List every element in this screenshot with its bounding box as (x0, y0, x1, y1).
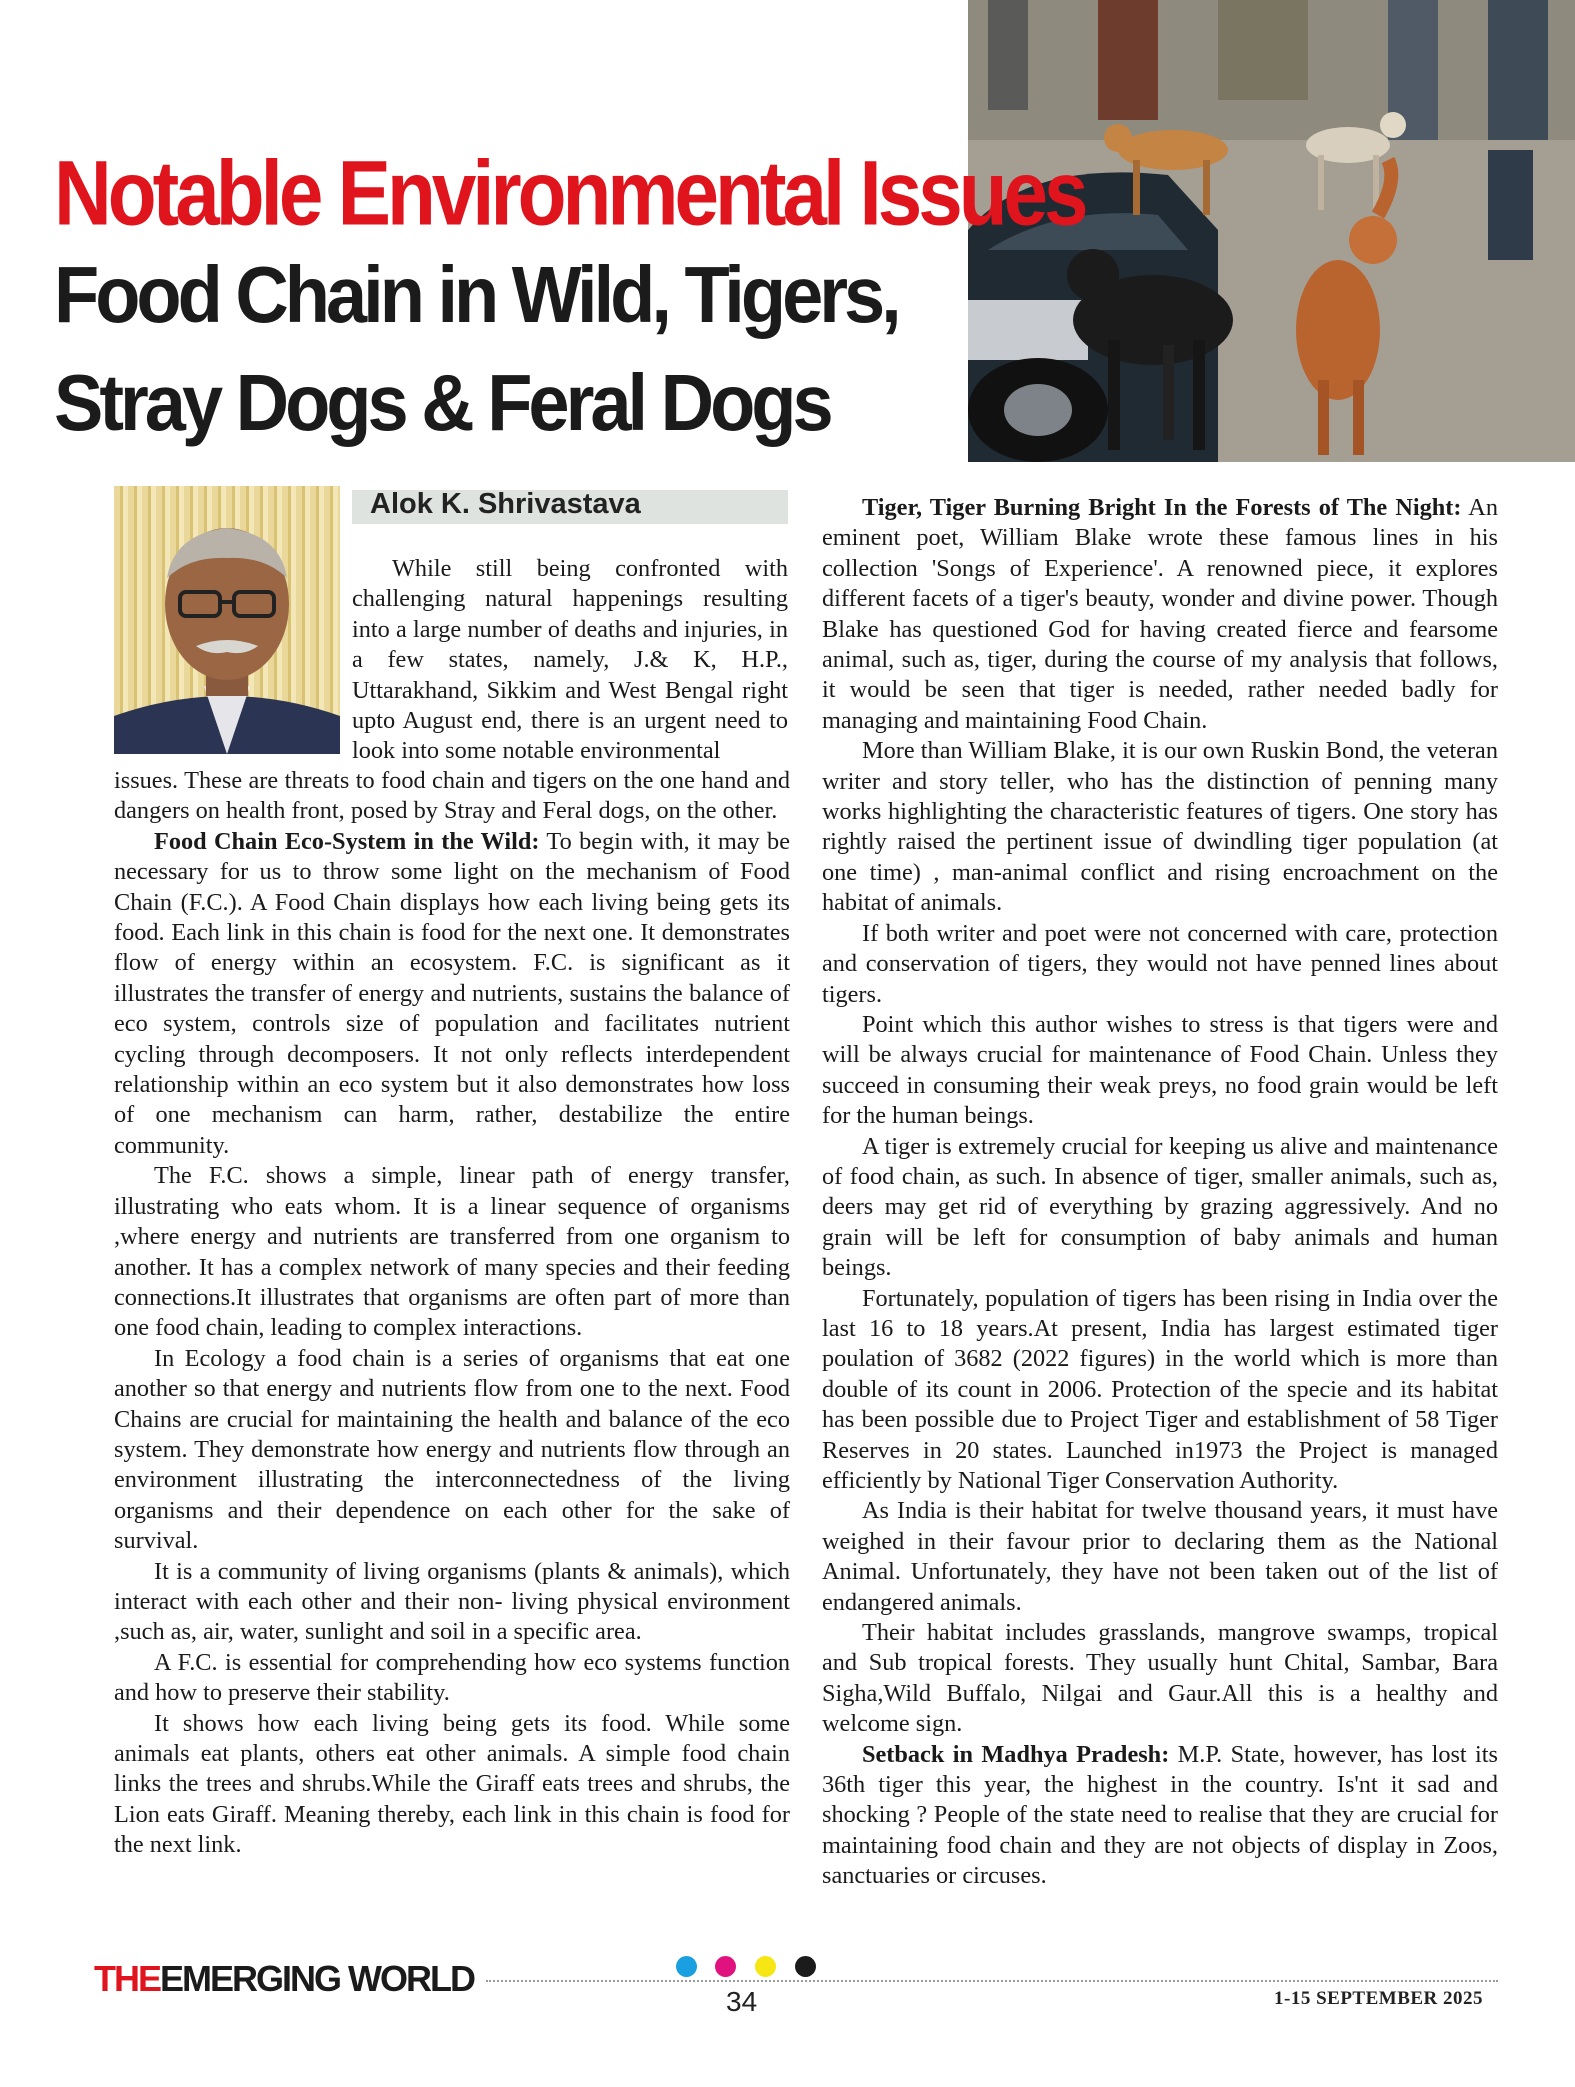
author-photo (114, 486, 340, 754)
right-paragraph-8: Their habitat includes grasslands, mangrove swamps, tropical and Sub tropical forests. They usually hunt Chital, Sambar, Bara Sigha,Wild Buffalo, Nilgai and Gaur.All this is a healthy and welcome sign. (822, 1619, 1498, 1738)
issue-date: 1-15 SEPTEMBER 2025 (1274, 1988, 1484, 2009)
intro-text: While still being confronted with challenging natural happenings resulting into a large number of deaths and injuries, in a few states, namely, J.& K, H.P., Uttarakhand, Sikkim and West Bengal right upto August end, there is an urgent need to look into some notable environmental (352, 555, 788, 765)
left-paragraph-7: It shows how each living being gets its food. While some animals eat plants, others eat other animals. A simple food chain links the trees and shrubs.While the Giraff eats trees and shrubs, the Lion eats Giraff. Meaning thereby, each link in this chain is food for the next link. (114, 1709, 790, 1859)
left-paragraph-1: issues. These are threats to food chain and tigers on the one hand and dangers on health front, posed by Stray and Feral dogs, on the other. (114, 767, 790, 825)
right-paragraph-2: More than William Blake, it is our own Ruskin Bond, the veteran writer and story teller, who has the distinction of penning many works highlighting the characteristic features of tigers. One story has rightly raised the pertinent issue of dwindling tiger population (at one time) , man-animal conflict and rising encroachment on the habitat of animals. (822, 737, 1498, 917)
footer-dotted-rule (486, 1980, 1498, 1982)
right-paragraph-6: Fortunately, population of tigers has been rising in India over the last 16 to 18 years.At present, India has largest estimated tiger poulation of 3682 (2022 figures) in the world which is more than double of its count in 2006. Protection of the specie and its habitat has been possible due to Project Tiger and establishment of 58 Tiger Reserves in 20 states. Launched in1973 the Project is managed efficiently by National Tiger Conservation Authority. (822, 1284, 1498, 1494)
right-column (822, 493, 1498, 1892)
magenta-registration-dot (715, 1956, 736, 1977)
left-paragraph-3: The F.C. shows a simple, linear path of energy transfer, illustrating who eats whom. It is a linear sequence of organisms ,where energy and nutrients are transferred from one organism to another. It has a complex network of many species and their feeding connections.It illustrates that organisms are often part of more than one food chain, leading to complex interactions. (114, 1162, 790, 1342)
right-paragraph-4: Point which this author wishes to stress is that tigers were and will be always crucial for maintenance of Food Chain. Unless they succeed in consuming their weak preys, no food grain would be left for the human beings. (822, 1010, 1498, 1130)
kicker-heading: Notable Environmental Issues (54, 141, 1085, 244)
headline (54, 138, 1085, 450)
right-paragraph-9-body: M.P. State, however, has lost its 36th tiger this year, the highest in the country. Is'nt it sad and shocking ? People of the state need to realise that they are crucial for maintaining food chain and they are not objects of display in Zoos, sanctuaries or circuses. (822, 1740, 1499, 1890)
tiger-subheading: Tiger, Tiger Burning Bright In the Forests of The Night: (862, 494, 1462, 521)
magazine-brand (94, 1958, 474, 2000)
brand-prefix: THE (94, 1958, 160, 1999)
right-paragraph-1 (822, 493, 1498, 736)
page-number: 34 (726, 1986, 758, 2017)
left-paragraph-5: It is a community of living organisms (plants & animals), which interact with each other and their non- living physical environment ,such as, air, water, sunlight and soil in a specific area. (114, 1557, 790, 1646)
left-paragraph-4: In Ecology a food chain is a series of organisms that eat one another so that energy and nutrients flow from one to the next. Food Chains are crucial for maintaining the health and balance of the eco system. They demonstrate how energy and nutrients flow through an environment illustrating the interconnectedness of the living organisms and their dependence on each other for the sake of survival. (114, 1344, 790, 1555)
left-column (114, 766, 790, 1861)
left-paragraph-2 (114, 827, 790, 1161)
right-paragraph-3: If both writer and poet were not concerned with care, protection and conservation of tigers, they would not have penned lines about tigers. (822, 919, 1498, 1008)
left-paragraph-2-body: To begin with, it may be necessary for us to throw some light on the mechanism of Food Chain (F.C.). A Food Chain displays how each living being gets its food. Each link in this chain is food for the next one. It demonstrates flow of energy within an ecosystem. F.C. is significant as it illustrates the transfer of energy and nutrients, sustains the balance of eco system, controls size of population and facilitates nutrient cycling through decomposers. It not only reflects interdependent relationship within an eco system but it also demonstrates how loss of one mechanism can harm, rather, destabilize the entire community. (114, 827, 790, 1159)
intro-paragraph (352, 554, 788, 767)
right-paragraph-7: As India is their habitat for twelve thousand years, it must have weighed in their favour prior to declaring them as the National Animal. Unfortunately, they have not been taken out of the list of endangered animals. (822, 1497, 1498, 1616)
title-line-2: Stray Dogs & Feral Dogs (54, 357, 830, 448)
food-chain-subheading: Food Chain Eco-System in the Wild: (154, 827, 540, 855)
right-paragraph-5: A tiger is extremely crucial for keeping us alive and maintenance of food chain, as such. In absence of tiger, smaller animals, such as, deers may get rid of everything by grazing aggressively. And no grain will be left for consumption of baby animals and human beings. (822, 1132, 1498, 1282)
left-paragraph-6: A F.C. is essential for comprehending how eco systems function and how to preserve their stability. (114, 1648, 790, 1707)
cyan-registration-dot (676, 1956, 697, 1977)
brand-main: EMERGING WORLD (160, 1958, 474, 1999)
right-paragraph-9 (822, 1740, 1498, 1892)
author-name: Alok K. Shrivastava (370, 488, 641, 520)
madhya-pradesh-subheading: Setback in Madhya Pradesh: (862, 1740, 1170, 1768)
yellow-registration-dot (755, 1956, 776, 1977)
title-line-1: Food Chain in Wild, Tigers, (54, 249, 898, 340)
black-registration-dot (795, 1956, 816, 1977)
right-paragraph-1-body: An eminent poet, William Blake wrote these famous lines in his collection 'Songs of Experience'. A renowned piece, it explores different facets of a tiger's beauty, wonder and divine power. Though Blake has questioned God for having created fierce and fearsome animal, such as, tiger, during the course of my analysis that follows, it would be seen that tiger is needed, rather needed badly for managing and maintaining Food Chain. (822, 494, 1498, 734)
